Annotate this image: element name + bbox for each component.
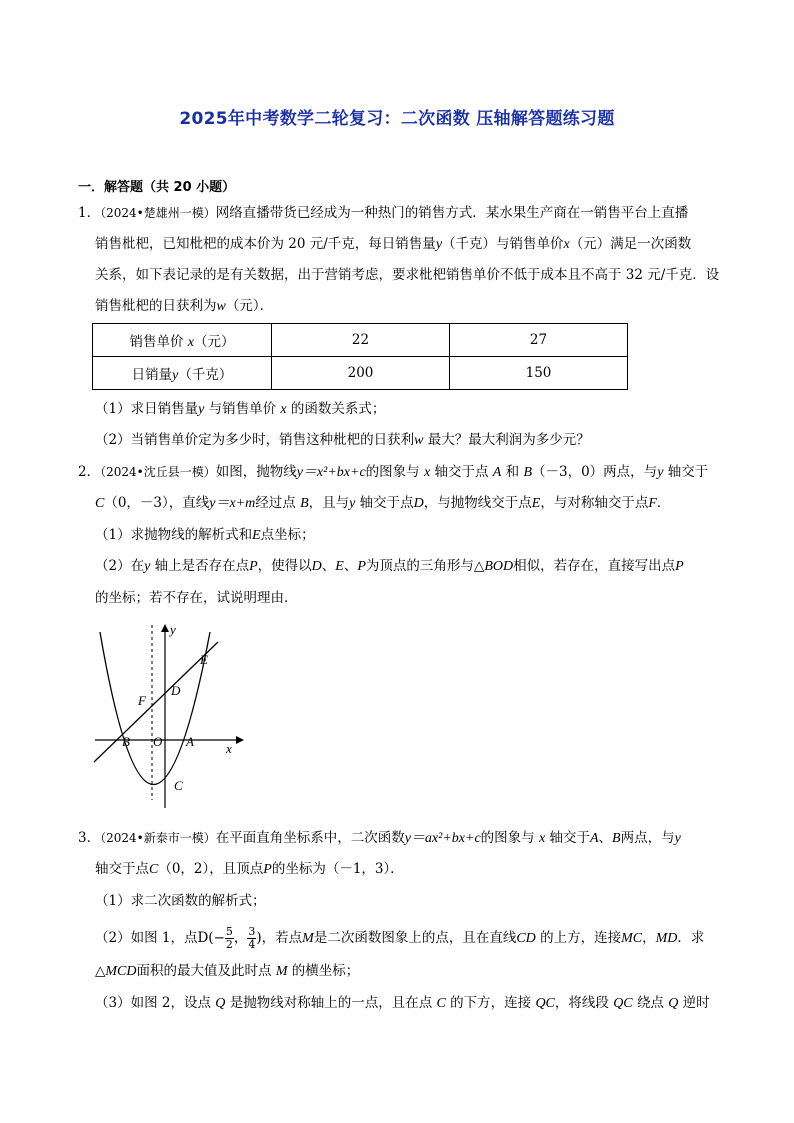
table-cell: 22 xyxy=(272,324,450,357)
table-cell: 27 xyxy=(450,324,628,357)
q1-number: 1． xyxy=(78,205,101,221)
origin-label: O xyxy=(153,734,163,749)
q3-line-2: 轴交于点C（0，2），且顶点P的坐标为（－1，3）． xyxy=(95,861,404,877)
q3-part-2-cont: △MCD面积的最大值及此时点 M 的横坐标； xyxy=(95,963,360,979)
q2-part-1: （1）求抛物线的解析式和E点坐标； xyxy=(95,527,315,543)
point-C-label: C xyxy=(174,778,183,793)
section-heading: 一．解答题（共 20 小题） xyxy=(78,180,236,195)
fraction: $\frac{3}{4}$ xyxy=(248,925,256,951)
q1-part-2: （2）当销售单价定为多少时，销售这种枇杷的日获利w 最大？最大利润为多少元？ xyxy=(95,432,590,448)
q2-line-2: C（0，－3），直线y＝x+m经过点 B，且与y 轴交于点D，与抛物线交于点E，与对称轴交于点F． xyxy=(95,495,671,511)
q2-line-1: 2．（2024•沈丘县一模）如图，抛物线y＝x²+bx+c的图象与 x 轴交于点 A 和 B（－3，0）两点，与y 轴交于 xyxy=(78,464,709,480)
parabola xyxy=(100,632,210,785)
q3-part-2: （2）如图 1，点D(− $\frac{5}{2}$ ， $\frac{3}{4}$ )，若点M是二次函数图象上的点，且在直线CD 的上方，连接MC，MD．求 xyxy=(95,925,705,951)
point-E-label: E xyxy=(200,652,208,667)
q2-part-2-cont: 的坐标；若不存在，试说明理由． xyxy=(95,590,298,606)
q3-line-1: 3．（2024•新泰市一模）在平面直角坐标系中，二次函数y＝ax²+bx+c的图象与 x 轴交于A、B两点，与y xyxy=(78,830,681,846)
point-D-label: D xyxy=(171,683,181,698)
q1-line-3: 关系，如下表记录的是有关数据，出于营销考虑，要求枇杷销售单价不低于成本且不高于 32 元/千克．设 xyxy=(95,267,720,283)
q1-data-table xyxy=(92,323,628,390)
table-cell: 150 xyxy=(450,357,628,390)
point-A-label: A xyxy=(186,734,194,749)
table-row xyxy=(93,357,628,390)
table-row xyxy=(93,324,628,357)
q1-part-1: （1）求日销售量y 与销售单价 x 的函数关系式； xyxy=(95,401,386,417)
point-B-label: B xyxy=(122,734,130,749)
page-title: 2025年中考数学二轮复习：二次函数 压轴解答题练习题 xyxy=(179,109,615,129)
q1-line-4: 销售枇杷的日获利为w（元）． xyxy=(95,298,274,314)
x-axis-label: x xyxy=(226,741,232,756)
y-axis-label: y xyxy=(170,622,176,637)
x-axis-arrow-icon xyxy=(236,736,244,744)
q3-part-3: （3）如图 2，设点 Q 是抛物线对称轴上的一点，且在点 C 的下方，连接 QC，将线段 QC 绕点 Q 逆时 xyxy=(95,995,710,1011)
y-axis-arrow-icon xyxy=(161,624,169,632)
q3-part-1: （1）求二次函数的解析式； xyxy=(95,893,266,909)
point-F-label: F xyxy=(138,693,146,708)
table-cell: 销售单价 x（元） xyxy=(93,324,272,357)
q1-line-2: 销售枇杷，已知枇杷的成本价为 20 元/千克，每日销售量y（千克）与销售单价x（元）满足一次函数 xyxy=(95,236,692,252)
table-cell: 日销量y（千克） xyxy=(93,357,272,390)
q2-figure xyxy=(90,620,250,810)
table-cell: 200 xyxy=(272,357,450,390)
q2-part-2: （2）在y 轴上是否存在点P，使得以D、E、P为顶点的三角形与△BOD相似，若存在，直接写出点P xyxy=(95,558,684,574)
q1-source: （2024•楚雄州一模） xyxy=(100,206,216,220)
fraction: $\frac{5}{2}$ xyxy=(225,925,233,951)
q1-line-1: 1．（2024•楚雄州一模）网络直播带货已经成为一种热门的销售方式．某水果生产商在一销售平台上直播 xyxy=(78,205,689,221)
